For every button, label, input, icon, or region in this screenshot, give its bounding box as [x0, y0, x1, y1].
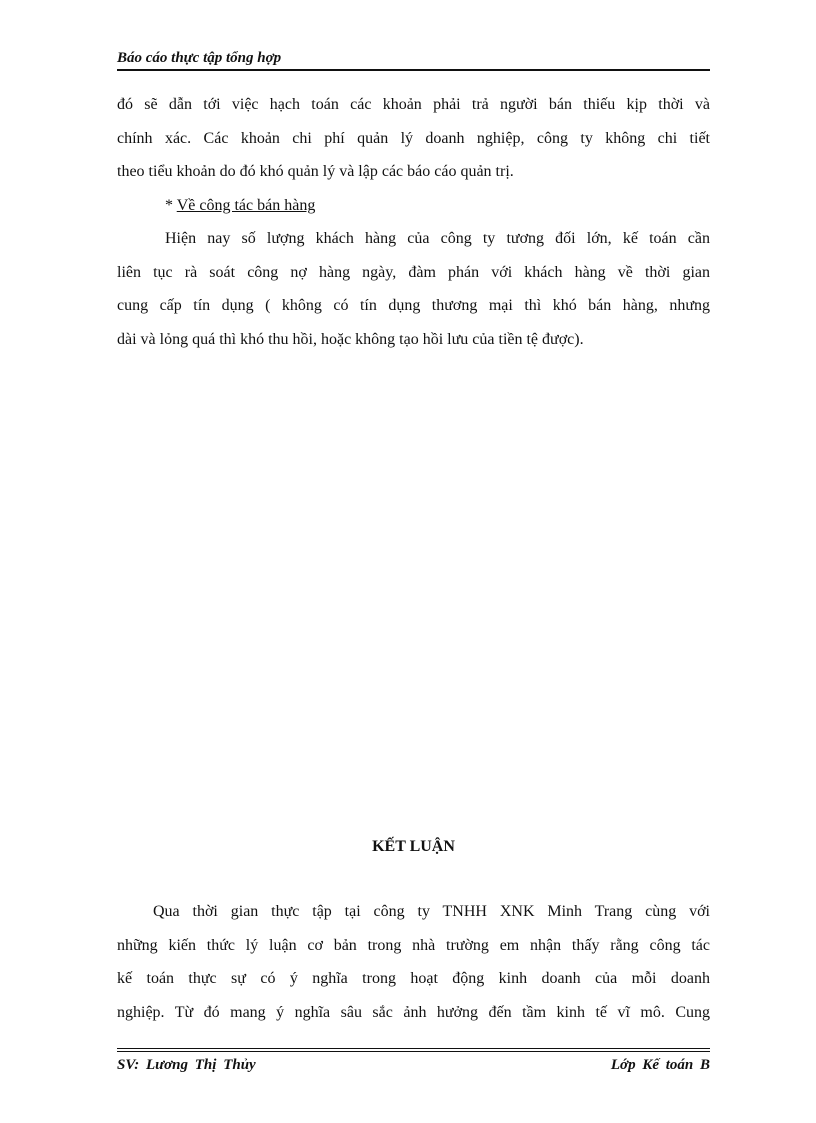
- paragraph-conclusion: [117, 895, 710, 1029]
- sales-heading-text: Về công tác bán hàng: [176, 196, 316, 214]
- conclusion-title: KẾT LUẬN: [372, 838, 455, 855]
- page-footer: [117, 1048, 710, 1078]
- header-rule: [117, 69, 710, 71]
- footer-rule: [117, 1051, 710, 1052]
- bullet-prefix: *: [165, 196, 177, 214]
- text-line: theo tiểu khoản do đó khó quản lý và lập các báo cáo quản trị.: [117, 163, 514, 180]
- section-heading-sales: [117, 189, 710, 223]
- text-line: liên tục rà soát công nợ hàng ngày, đàm phán với khách hàng về thời gian: [117, 263, 710, 281]
- footer-rule: [117, 1048, 710, 1049]
- text-line: đó sẽ dẫn tới việc hạch toán các khoản phải trả người bán thiếu kịp thời và: [117, 96, 710, 113]
- text-line: cung cấp tín dụng ( không có tín dụng thương mại thì khó bán hàng, nhưng: [117, 297, 710, 314]
- header-title: Báo cáo thực tập tổng hợp: [117, 50, 282, 66]
- footer-class-name: Lớp Kế toán B: [610, 1057, 710, 1073]
- text-line: chính xác. Các khoản chi phí quản lý doanh nghiệp, công ty không chi tiết: [117, 129, 710, 147]
- text-line: Qua thời gian thực tập tại công ty TNHH XNK Minh Trang cùng với: [153, 903, 710, 920]
- text-line: Hiện nay số lượng khách hàng của công ty tương đối lớn, kế toán cần: [165, 230, 710, 247]
- text-line: kế toán thực sự có ý nghĩa trong hoạt động kinh doanh của mỗi doanh: [117, 970, 710, 987]
- text-line: dài và lỏng quá thì khó thu hồi, hoặc không tạo hồi lưu của tiền tệ được).: [117, 330, 584, 348]
- page-header: [117, 48, 710, 72]
- paragraph-accounting: [117, 88, 710, 356]
- text-line: nghiệp. Từ đó mang ý nghĩa sâu sắc ảnh hưởng đến tầm kinh tế vĩ mô. Cung: [117, 1003, 710, 1021]
- text-line: những kiến thức lý luận cơ bản trong nhà trường em nhận thấy rằng công tác: [117, 936, 710, 954]
- footer-student-name: SV: Lương Thị Thủy: [117, 1057, 256, 1073]
